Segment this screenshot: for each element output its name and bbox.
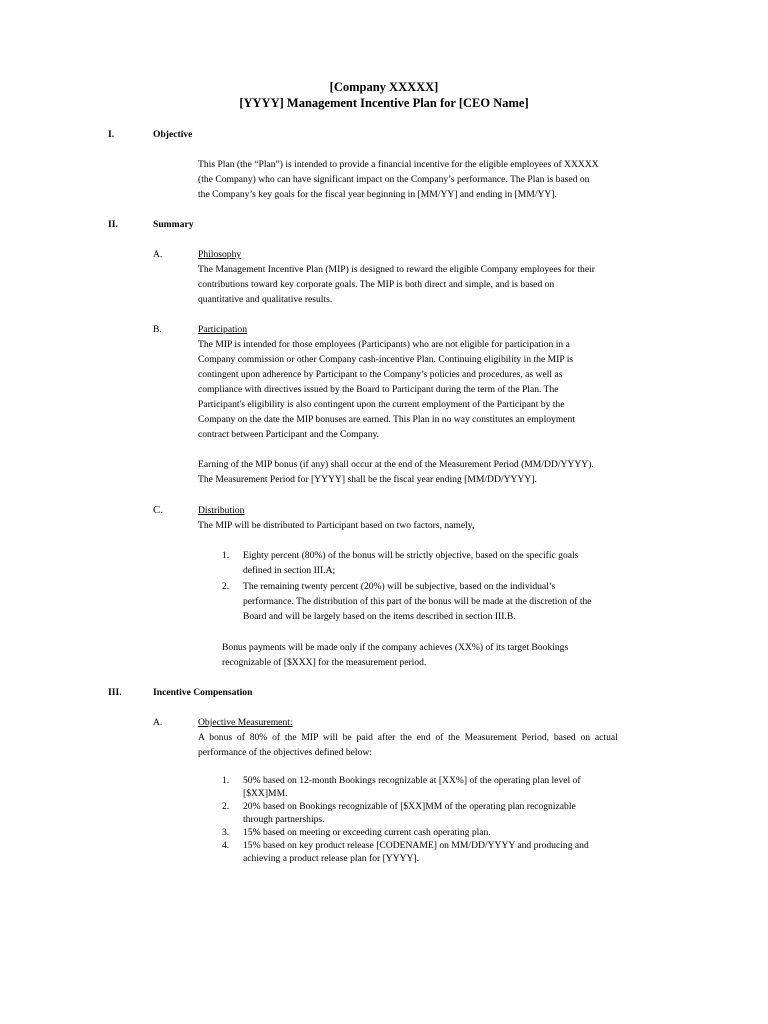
section-2a-letter: A. <box>153 249 163 260</box>
list-item-line: 15% based on meeting or exceeding current cash operating plan. <box>243 827 491 838</box>
section-3a-letter: A. <box>153 717 163 728</box>
section-2a-line: quantitative and qualitative results. <box>198 294 333 305</box>
list-item-line: [$XX]MM. <box>243 788 288 799</box>
list-number: 2. <box>222 581 230 592</box>
list-number: 4. <box>222 840 230 851</box>
section-1-line: (the Company) who can have significant impact on the Company’s performance. The Plan is based on <box>198 174 590 185</box>
section-2a-line: contributions toward key corporate goals. The MIP is both direct and simple, and is based on <box>198 279 555 290</box>
section-2b-line: Participant's eligibility is also contingent upon the current employment of the Participant by the <box>198 399 565 410</box>
section-2c-letter: C. <box>153 504 164 516</box>
section-2b-letter: B. <box>153 324 162 335</box>
section-2c-closing: Bonus payments will be made only if the company achieves (XX%) of its target Bookings <box>222 642 569 653</box>
list-item-line: defined in section III.A; <box>243 565 336 576</box>
list-item-line: 50% based on 12-month Bookings recognizable at [XX%] of the operating plan level of <box>243 775 581 786</box>
section-2b-heading: Participation <box>198 324 248 335</box>
section-2b-line: Company on the date the MIP bonuses are earned. This Plan in no way constitutes an employment <box>198 414 576 425</box>
section-1-numeral: I. <box>108 129 115 140</box>
list-item-line: Board and will be largely based on the items described in section III.B. <box>243 611 516 622</box>
section-2b-line: Company commission or other Company cash-incentive Plan. Continuing eligibility in the MIP is <box>198 354 574 365</box>
section-3-numeral: III. <box>108 687 122 698</box>
section-2-numeral: II. <box>108 219 118 230</box>
section-2b-line: contract between Participant and the Company. <box>198 429 380 440</box>
list-item-line: 15% based on key product release [CODENAME] on MM/DD/YYYY and producing and <box>243 840 589 851</box>
section-3-heading: Incentive Compensation <box>153 687 253 698</box>
section-3a-heading: Objective Measurement: <box>198 717 293 728</box>
section-2b-line: contingent upon adherence by Participant to the Company’s policies and procedures, as well as <box>198 369 563 380</box>
list-number: 2. <box>222 801 230 812</box>
section-1-heading: Objective <box>153 129 193 140</box>
company-title: [Company XXXXX] <box>329 80 439 94</box>
section-2c-closing: recognizable of [$XXX] for the measurement period. <box>222 657 427 668</box>
list-number: 3. <box>222 827 230 838</box>
list-number: 1. <box>222 550 230 561</box>
list-item-line: The remaining twenty percent (20%) will be subjective, based on the individual’s <box>243 581 556 592</box>
list-item-line: 20% based on Bookings recognizable of [$XX]MM of the operating plan recognizable <box>243 801 576 812</box>
list-item-line: Eighty percent (80%) of the bonus will be strictly objective, based on the specific goals <box>243 550 579 561</box>
section-1-line: This Plan (the “Plan”) is intended to provide a financial incentive for the eligible employees of XXXXX <box>198 159 599 170</box>
section-2c-intro: The MIP will be distributed to Participant based on two factors, namely, <box>198 520 475 531</box>
section-2-heading: Summary <box>153 219 194 230</box>
list-item-line: performance. The distribution of this part of the bonus will be made at the discretion of the <box>243 596 592 607</box>
section-2c-heading: Distribution <box>198 505 245 516</box>
section-2b-line: Earning of the MIP bonus (if any) shall occur at the end of the Measurement Period (MM/DD/YYYY). <box>198 459 594 470</box>
section-1-line: the Company’s key goals for the fiscal year beginning in [MM/YY] and ending in [MM/YY]. <box>198 189 557 200</box>
section-2b-line: The Measurement Period for [YYYY] shall be the fiscal year ending [MM/DD/YYYY]. <box>198 474 537 485</box>
list-number: 1. <box>222 775 230 786</box>
list-item-line: achieving a product release plan for [YYYY]. <box>243 853 420 864</box>
list-item-line: through partnerships. <box>243 814 325 825</box>
section-2a-line: The Management Incentive Plan (MIP) is designed to reward the eligible Company employees for their <box>198 264 595 275</box>
section-3a-line: A bonus of 80% of the MIP will be paid after the end of the Measurement Period, based on actual <box>198 732 618 743</box>
section-3a-line: performance of the objectives defined below: <box>198 747 372 758</box>
section-2a-heading: Philosophy <box>198 249 242 260</box>
section-2b-line: compliance with directives issued by the Board to Participant during the term of the Plan. The <box>198 384 559 395</box>
plan-title: [YYYY] Management Incentive Plan for [CEO Name] <box>239 96 529 110</box>
section-2b-line: The MIP is intended for those employees (Participants) who are not eligible for participation in a <box>198 339 570 350</box>
